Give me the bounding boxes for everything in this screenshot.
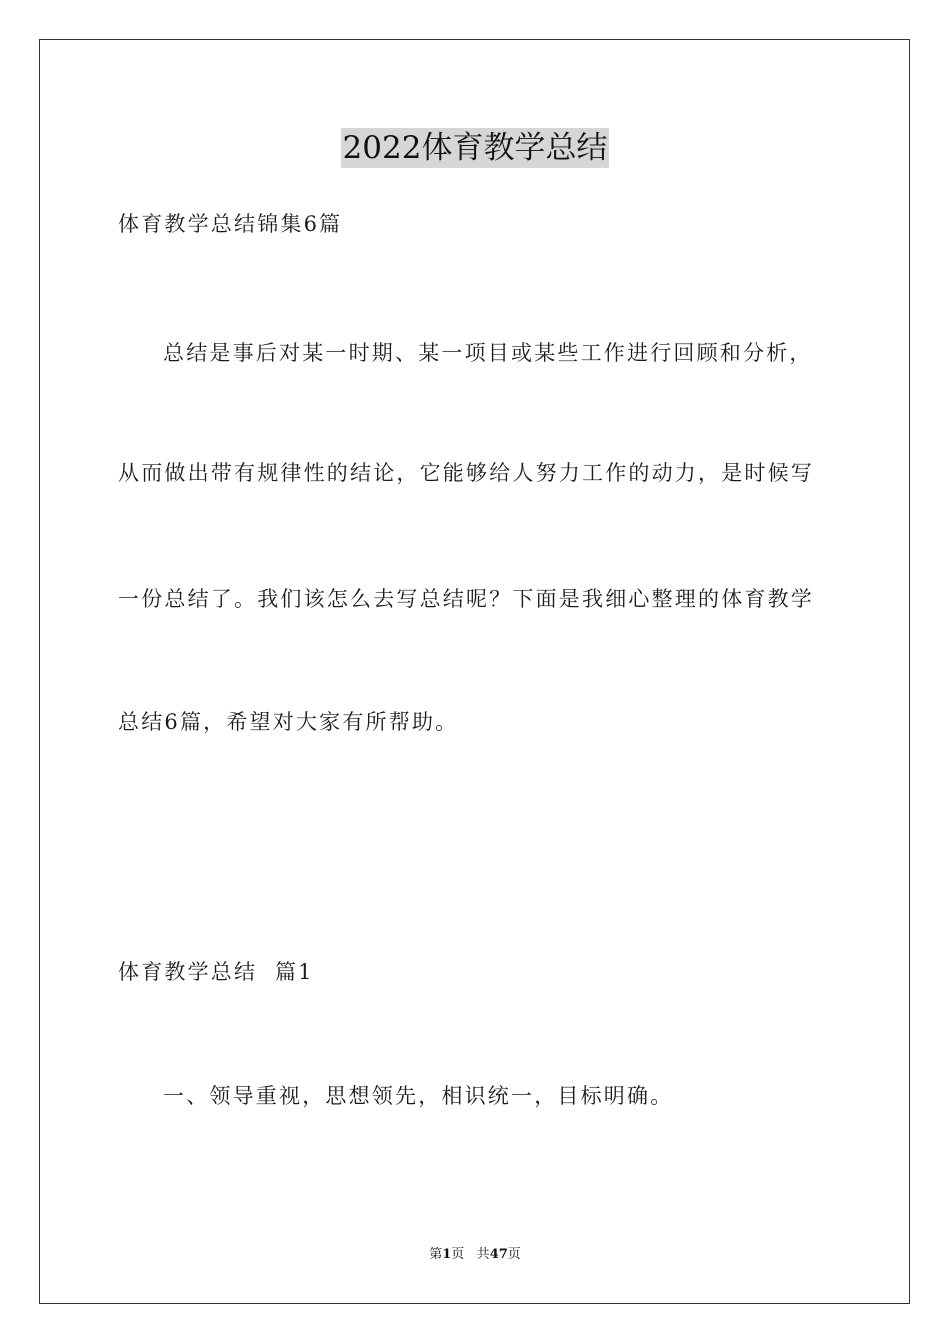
footer-page-prefix: 第 — [429, 1247, 443, 1262]
footer-page-total: 47 — [489, 1247, 508, 1262]
footer-page-current: 1 — [442, 1247, 452, 1262]
intro-line-4: 总结6篇，希望对大家有所帮助。 — [118, 710, 459, 734]
document-title: 2022体育教学总结 — [342, 130, 608, 166]
section-heading: 体育教学总结 篇1 — [118, 960, 314, 984]
intro-line-1: 总结是事后对某一时期、某一项目或某些工作进行回顾和分析， — [163, 341, 813, 365]
page-footer — [0, 1246, 950, 1264]
footer-total-suffix: 页 — [507, 1247, 521, 1262]
footer-total-prefix: 共 — [476, 1247, 490, 1262]
document-subtitle: 体育教学总结锦集6篇 — [118, 212, 343, 236]
section-first-line: 一、领导重视，思想领先，相识统一，目标明确。 — [163, 1084, 674, 1108]
intro-line-3: 一份总结了。我们该怎么去写总结呢？下面是我细心整理的体育教学 — [118, 587, 814, 611]
intro-line-2: 从而做出带有规律性的结论，它能够给人努力工作的动力，是时候写 — [118, 461, 814, 485]
footer-page-suffix: 页 — [451, 1247, 465, 1262]
title-container — [0, 128, 950, 168]
